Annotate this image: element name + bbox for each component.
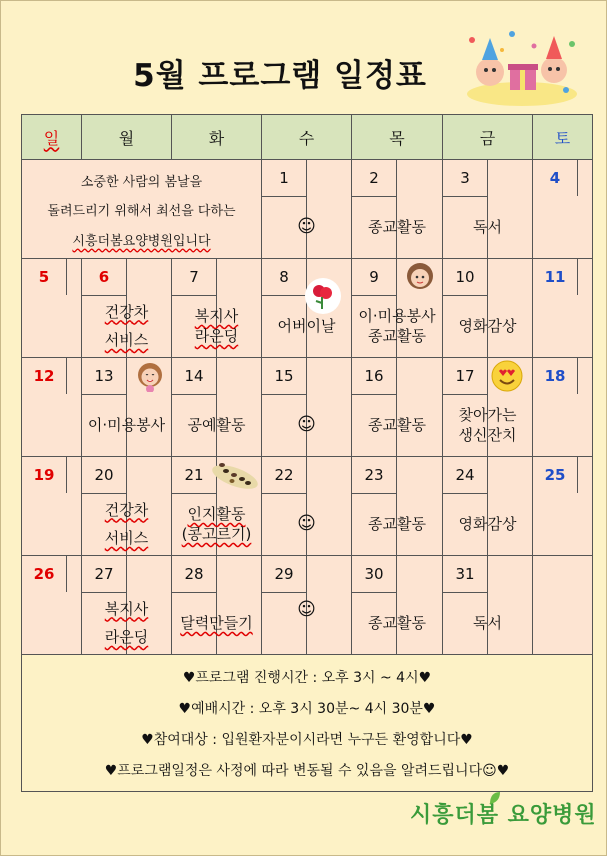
page-title: 5월 프로그램 일정표 (133, 58, 427, 94)
weekday-sun: 일 (22, 115, 82, 160)
day-cell-13: 13 이·미용봉사 (82, 358, 172, 457)
info-footer (22, 655, 593, 792)
smile-icon: ☺ (297, 413, 316, 435)
day-cell-17: 17 찾아가는 생신잔치 (443, 358, 533, 457)
weekday-header (22, 115, 593, 160)
day-cell-7: 7 복지사 라운딩 (172, 259, 262, 358)
day-cell-1: 1 ☺ (262, 160, 352, 259)
day-cell-8: 8 어버이날 (262, 259, 352, 358)
leaf-icon (488, 790, 502, 806)
day-cell-25: 25 (533, 457, 593, 556)
weekday-sat: 토 (533, 115, 593, 160)
hairdresser-icon (400, 259, 440, 295)
day-cell-31: 31 독서 (443, 556, 533, 655)
day-cell-5: 5 (22, 259, 82, 358)
day-cell-15: 15 ☺ (262, 358, 352, 457)
day-cell-12: 12 (22, 358, 82, 457)
weekday-mon: 월 (82, 115, 172, 160)
weekday-wed: 수 (262, 115, 352, 160)
day-cell-30: 30 종교활동 (352, 556, 443, 655)
intro-line-3: 시흥더봄요양병원입니다 (72, 233, 211, 249)
day-cell-22: 22 ☺ (262, 457, 352, 556)
weekday-thu: 목 (352, 115, 443, 160)
logo-text: 시흥더봄 요양병원 (410, 803, 597, 828)
info-time: ♥프로그램 진행시간 : 오후 3시 ~ 4시♥ (182, 669, 432, 686)
day-cell-9: 9 이·미용봉사 종교활동 (352, 259, 443, 358)
weekday-tue: 화 (172, 115, 262, 160)
weekday-fri: 금 (443, 115, 533, 160)
day-cell-6: 6 건강차 서비스 (82, 259, 172, 358)
day-cell-4: 4 (533, 160, 593, 259)
calendar-table (21, 114, 593, 792)
day-cell-11: 11 (533, 259, 593, 358)
smile-icon: ☺ (297, 215, 316, 237)
day-cell-24: 24 영화감상 (443, 457, 533, 556)
day-cell-26: 26 (22, 556, 82, 655)
intro-line-2: 돌려드리기 위해서 최선을 다하는 (47, 204, 236, 220)
day-cell-10: 10 영화감상 (443, 259, 533, 358)
party-illustration (462, 24, 582, 110)
day-cell-14: 14 공예활동 (172, 358, 262, 457)
beans-icon (208, 457, 262, 493)
day-cell-23: 23 종교활동 (352, 457, 443, 556)
day-cell-3: 3 독서 (443, 160, 533, 259)
day-cell-29: 29 ☺ (262, 556, 352, 655)
intro-line-1: 소중한 사람의 봄날을 (80, 175, 203, 191)
info-worship: ♥예배시간 : 오후 3시 30분~ 4시 30분♥ (178, 700, 436, 717)
day-cell-21: 21 인지활동 (콩고르기) (172, 457, 262, 556)
day-cell-empty (533, 556, 593, 655)
day-cell-18: 18 (533, 358, 593, 457)
day-cell-2: 2 종교활동 (352, 160, 443, 259)
happy-woman-icon (132, 360, 168, 392)
hospital-logo (410, 798, 597, 829)
day-cell-28: 28 달력만들기 (172, 556, 262, 655)
smile-icon: ☺ (297, 599, 316, 620)
smile-icon: ☺ (297, 512, 316, 534)
day-cell-27: 27 복지사 라운딩 (82, 556, 172, 655)
info-notice: ♥프로그램일정은 사정에 따라 변동될 수 있음을 알려드립니다☺♥ (104, 762, 510, 779)
day-cell-20: 20 건강차 서비스 (82, 457, 172, 556)
intro-cell (22, 160, 262, 259)
info-target: ♥참여대상 : 입원환자분이시라면 누구든 환영합니다♥ (141, 731, 473, 748)
day-cell-16: 16 종교활동 (352, 358, 443, 457)
heart-eyes-emoji-icon (490, 359, 524, 393)
day-cell-19: 19 (22, 457, 82, 556)
